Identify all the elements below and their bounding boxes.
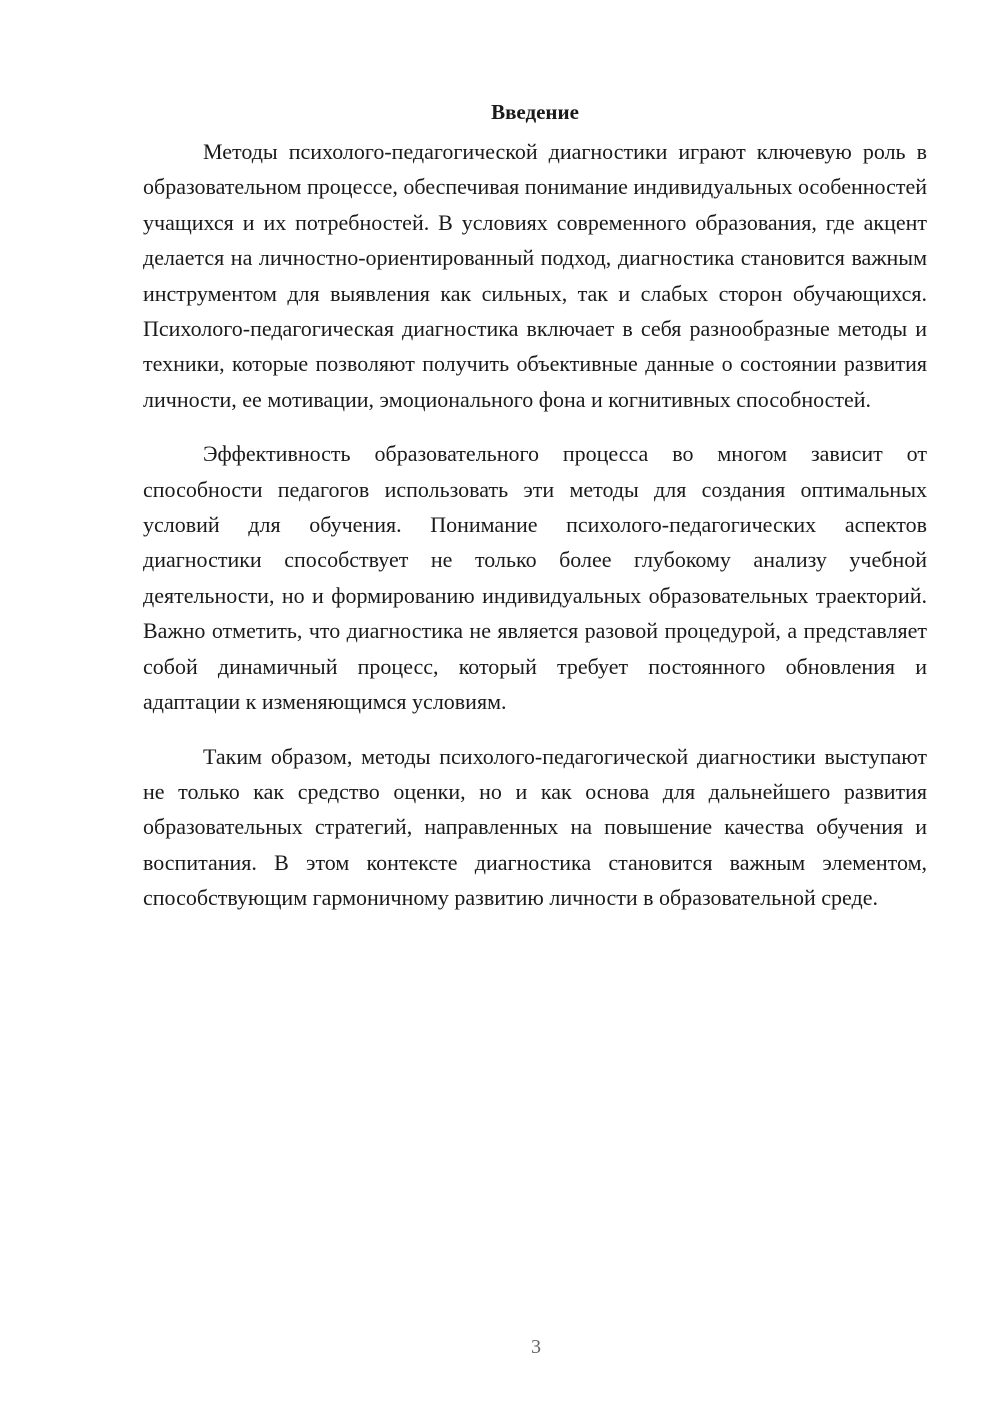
paragraph-2: Эффективность образовательного процесса во многом зависит от способности педагогов использовать эти методы для создания оптимальных условий для обучения. Понимание психолого-педагогических аспектов диагностики способствует не только более глубокому анализу учебной деятельности, но и формированию индивидуальных образовательных траекторий. Важно отметить, что диагностика не является разовой процедурой, а представляет собой динамичный процесс, который требует постоянного обновления и адаптации к изменяющимся условиям. (143, 441, 927, 715)
section-heading: Введение (491, 100, 579, 124)
paragraph-3: Таким образом, методы психолого-педагогической диагностики выступают не только как средство оценки, но и как основа для дальнейшего развития образовательных стратегий, направленных на повышение качества обучения и воспитания. В этом контексте диагностика становится важным элементом, способствующим гармоничному развитию личности в образовательной среде. (143, 743, 927, 911)
page-number: 3 (531, 1336, 541, 1358)
page-body (143, 98, 927, 916)
paragraph-1: Методы психолого-педагогической диагностики играют ключевую роль в образовательном процессе, обеспечивая понимание индивидуальных особенностей учащихся и их потребностей. В условиях современного образования, где акцент делается на личностно-ориентированный подход, диагностика становится важным инструментом для выявления как сильных, так и слабых сторон обучающихся. Психолого-педагогическая диагностика включает в себя разнообразные методы и техники, которые позволяют получить объективные данные о состоянии развития личности, ее мотивации, эмоционального фона и когнитивных способностей. (143, 139, 927, 412)
